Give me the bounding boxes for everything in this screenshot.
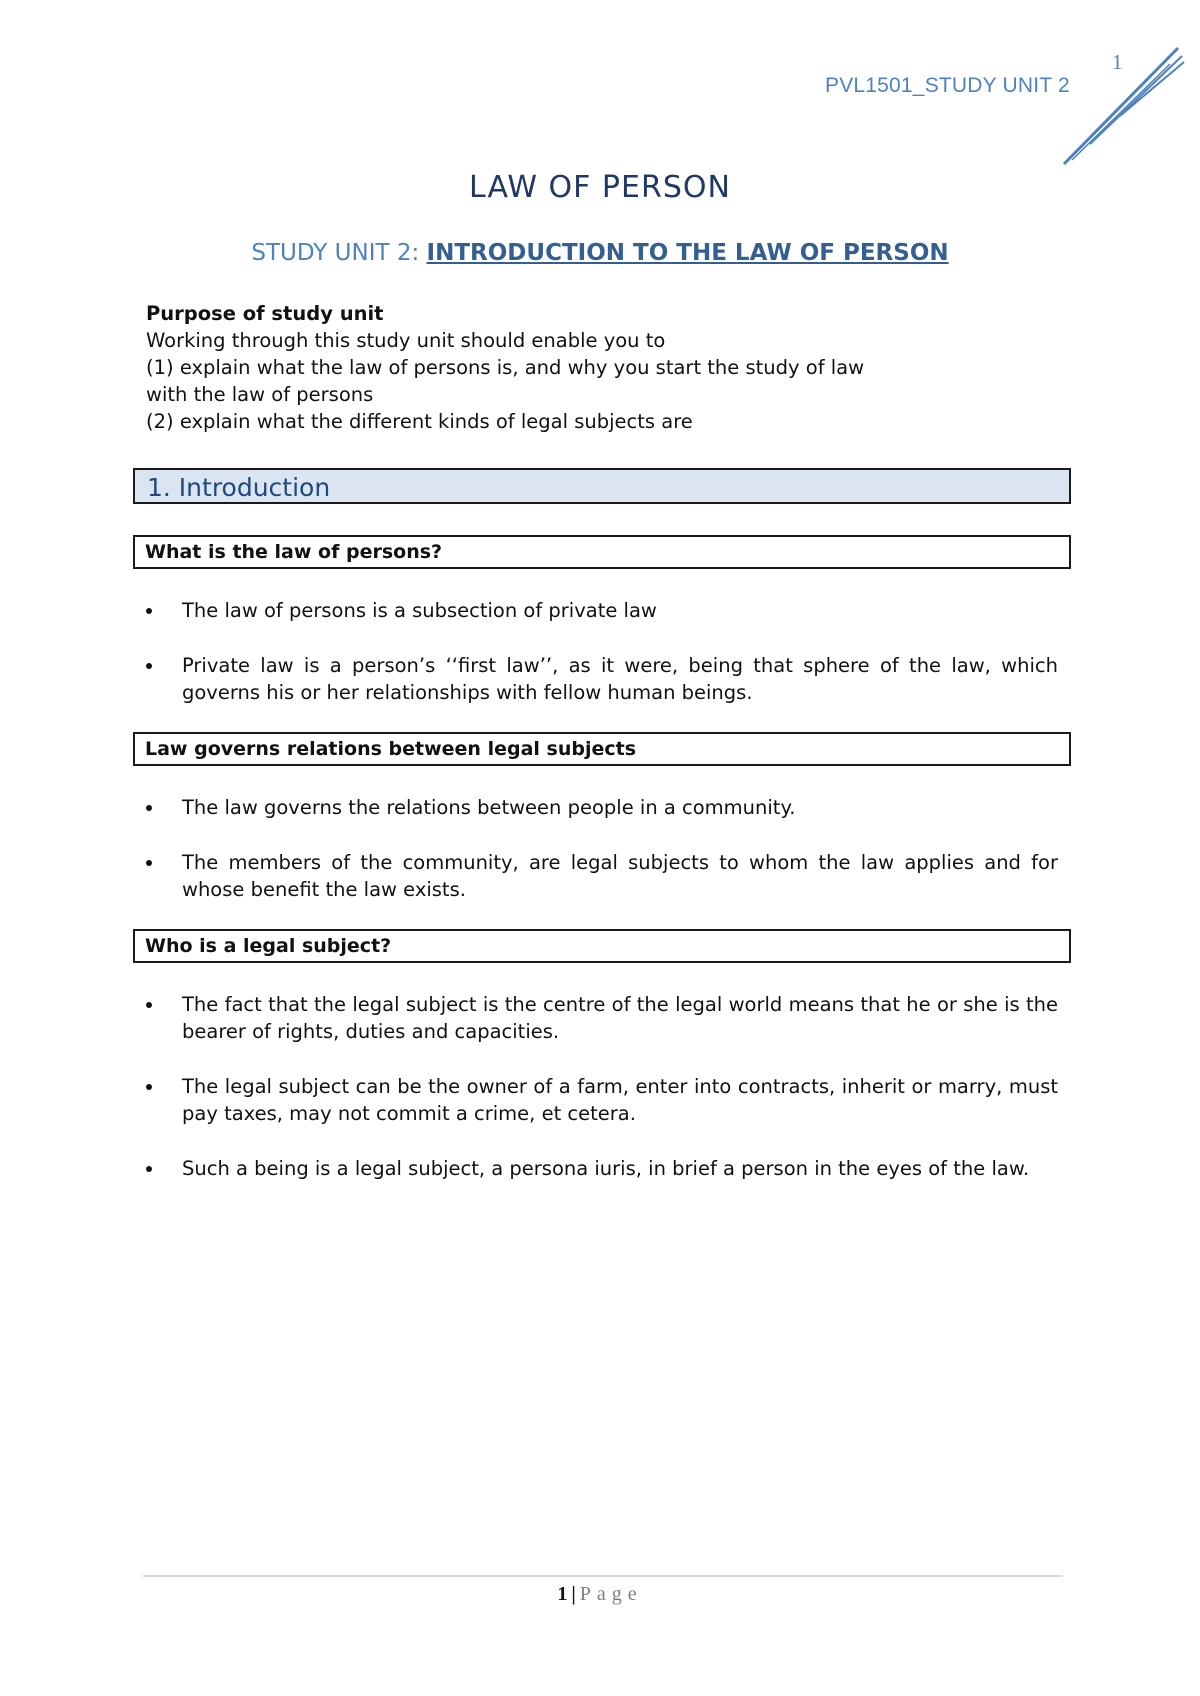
purpose-heading: Purpose of study unit (146, 302, 384, 325)
list-item: The law of persons is a subsection of private law (146, 597, 1058, 624)
list-item: The legal subject can be the owner of a farm, enter into contracts, inherit or marry, must pay taxes, may not commit a crime, et cetera. (146, 1073, 1058, 1127)
section-heading-introduction (133, 468, 1071, 504)
bullet-icon (146, 1166, 152, 1172)
list-item: The members of the community, are legal subjects to whom the law applies and for whose benefit the law exists. (146, 849, 1058, 903)
bullet-list (146, 991, 1058, 1210)
section-heading-text: 1. Introduction (147, 473, 331, 502)
footer-page-word: Page (579, 1583, 643, 1605)
header-page-number: 1 (1112, 50, 1123, 74)
subsection-heading-text: What is the law of persons? (145, 541, 443, 563)
subsection-heading (133, 732, 1071, 766)
subsection-heading-text: Law governs relations between legal subjects (145, 738, 637, 760)
corner-stripes-decoration (1050, 40, 1190, 170)
list-item: Private law is a person’s ‘‘first law’’, as it were, being that sphere of the law, which governs his or her relationships with fellow human beings. (146, 652, 1058, 706)
bullet-list (146, 794, 1058, 931)
purpose-line: (1) explain what the law of persons is, and why you start the study of law (146, 356, 865, 379)
document-title: LAW OF PERSON (469, 170, 731, 205)
purpose-line: with the law of persons (146, 383, 374, 406)
bullet-icon (146, 608, 152, 614)
bullet-icon (146, 1002, 152, 1008)
header-course-code: PVL1501_STUDY UNIT 2 (825, 74, 1070, 97)
bullet-icon (146, 1084, 152, 1090)
footer-page-number: 1 (557, 1583, 568, 1605)
list-item: The fact that the legal subject is the centre of the legal world means that he or she is the bearer of rights, duties and capacities. (146, 991, 1058, 1045)
subsection-heading (133, 929, 1071, 963)
purpose-line: Working through this study unit should enable you to (146, 329, 666, 352)
footer-divider (143, 1575, 1063, 1577)
bullet-icon (146, 663, 152, 669)
document-subtitle (0, 240, 1200, 266)
bullet-icon (146, 805, 152, 811)
footer-separator: | (571, 1583, 576, 1605)
bullet-list (146, 597, 1058, 734)
bullet-icon (146, 860, 152, 866)
footer (0, 1583, 1200, 1606)
list-item: Such a being is a legal subject, a persona iuris, in brief a person in the eyes of the law. (146, 1155, 1058, 1182)
subsection-heading (133, 535, 1071, 569)
purpose-line: (2) explain what the different kinds of legal subjects are (146, 410, 693, 433)
subtitle-link[interactable]: INTRODUCTION TO THE LAW OF PERSON (426, 240, 949, 266)
purpose-block (146, 300, 1066, 435)
subtitle-prefix: STUDY UNIT 2: (251, 240, 427, 266)
list-item: The law governs the relations between people in a community. (146, 794, 1058, 821)
subsection-heading-text: Who is a legal subject? (145, 935, 392, 957)
